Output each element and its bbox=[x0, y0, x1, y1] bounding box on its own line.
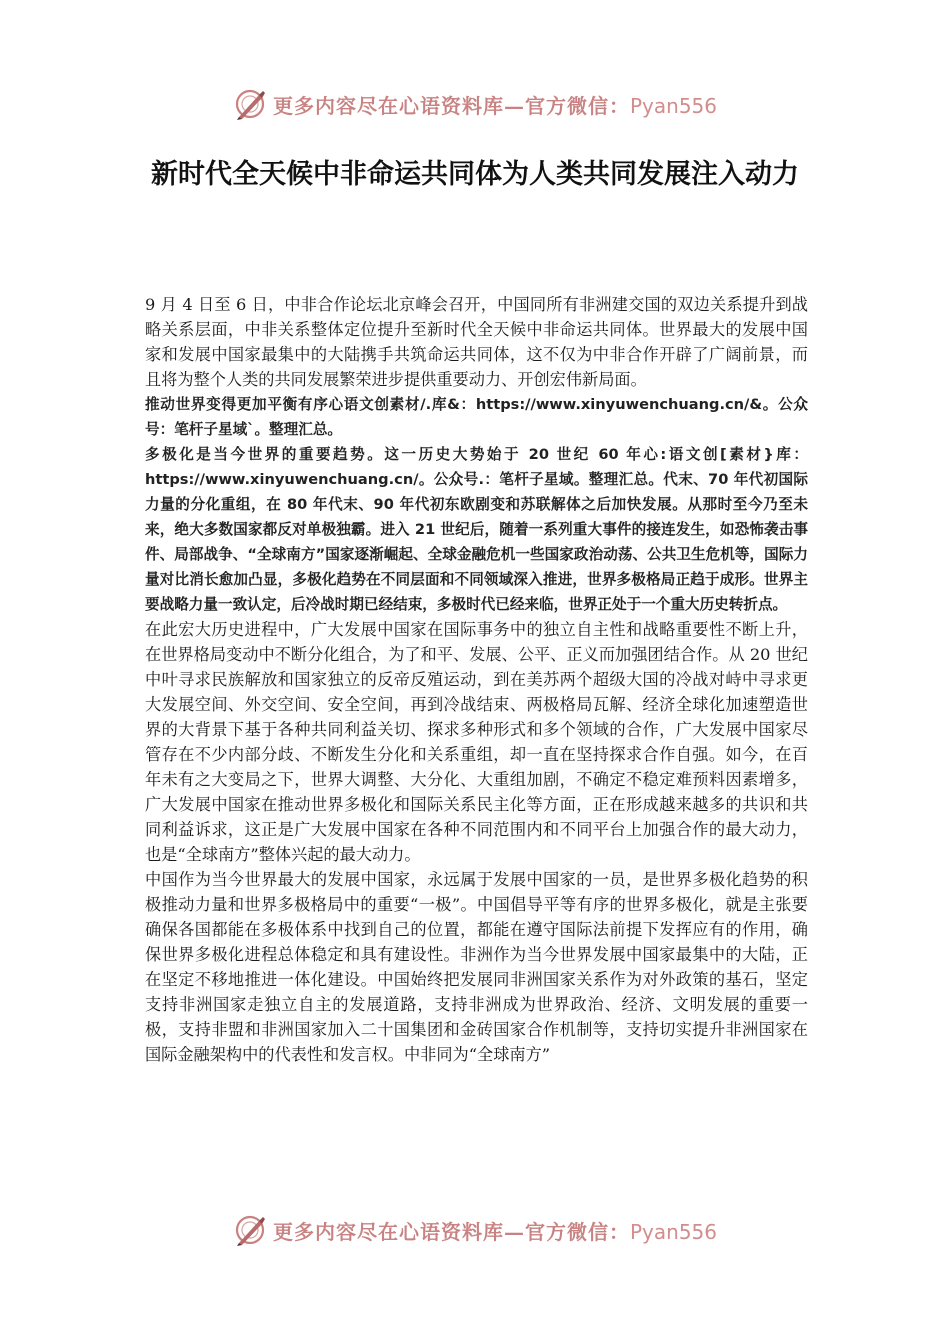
paragraph-balance-heading: 推动世界变得更加平衡有序心语文创素材/.库&：https://www.xinyuwenchuang.cn/&。公众号：笔杆子星域`。整理汇总。 bbox=[145, 396, 808, 438]
banner-label: 更多内容尽在心语资料库—官方微信： bbox=[272, 93, 630, 118]
wechat-id: Pyan556 bbox=[629, 93, 717, 118]
article-body bbox=[145, 292, 808, 1067]
paragraph-china-role: 中国作为当今世界最大的发展中国家，永远属于发展中国家的一员，是世界多极化趋势的积极推动力量和世界多极格局中的重要“一极”。中国倡导平等有序的世界多极化，就是主张要确保各国都能在多极体系中找到自己的位置，都能在遵守国际法前提下发挥应有的作用，确保世界多极化进程总体稳定和具有建设性。非洲作为当今世界发展中国家最集中的大陆，正在坚定不移地推进一体化建设。中国始终把发展同非洲国家关系作为对外政策的基石，坚定支持非洲国家走独立自主的发展道路，支持非洲成为世界政治、经济、文明发展的重要一极，支持非盟和非洲国家加入二十国集团和金砖国家合作机制等，支持切实提升非洲国家在国际金融架构中的代表性和发言权。中非同为“全球南方” bbox=[145, 870, 808, 1064]
banner-text bbox=[273, 1216, 717, 1245]
paragraph-developing-countries: 在此宏大历史进程中，广大发展中国家在国际事务中的独立自主性和战略重要性不断上升，在世界格局变动中不断分化组合，为了和平、发展、公平、正义而加强团结合作。从 20 世纪中叶寻求民族解放和国家独立的反帝反殖运动，到在美苏两个超级大国的冷战对峙中寻求更大发展空间、外交空间、安全空间，再到冷战结束、两极格局瓦解、经济全球化加速塑造世界的大背景下基于各种共同利益关切、探求多种形式和多个领域的合作，广大发展中国家尽管存在不少内部分歧、不断发生分化和关系重组，却一直在坚持探求合作自强。如今，在百年未有之大变局之下，世界大调整、大分化、大重组加剧，不确定不稳定难预料因素增多，广大发展中国家在推动世界多极化和国际关系民主化等方面，正在形成越来越多的共识和共同利益诉求，这正是广大发展中国家在各种不同范围内和不同平台上加强合作的最大动力，也是“全球南方”整体兴起的最大动力。 bbox=[145, 620, 808, 864]
paragraph-multipolarity: 多极化是当今世界的重要趋势。这一历史大势始于 20 世纪 60 年心:语文创[素材}库：https://www.xinyuwenchuang.cn/。公众号.：笔杆子星域。整理汇总。代末、70 年代初国际力量的分化重组，在 80 年代末、90 年代初东欧剧变和苏联解体之后加快发展。从那时至今乃至未来，绝大多数国家都反对单极独霸。进入 21 世纪后，随着一系列重大事件的接连发生，如恐怖袭击事件、局部战争、“全球南方”国家逐渐崛起、全球金融危机一些国家政治动荡、公共卫生危机等，国际力量对比消长愈加凸显，多极化趋势在不同层面和不同领域深入推进，世界多极格局正趋于成形。世界主要战略力量一致认定，后冷战时期已经结束，多极时代已经来临，世界正处于一个重大历史转折点。 bbox=[145, 446, 808, 613]
wechat-id: Pyan556 bbox=[629, 1219, 717, 1244]
pen-logo-icon bbox=[233, 87, 267, 121]
footer-banner bbox=[0, 1210, 950, 1250]
banner-text bbox=[273, 90, 717, 119]
document-title: 新时代全天候中非命运共同体为人类共同发展注入动力 bbox=[151, 159, 799, 190]
header-banner bbox=[0, 84, 950, 124]
pen-logo-icon bbox=[233, 1213, 267, 1247]
banner-label: 更多内容尽在心语资料库—官方微信： bbox=[272, 1219, 630, 1244]
paragraph-summit: 9 月 4 日至 6 日，中非合作论坛北京峰会召开，中国同所有非洲建交国的双边关系提升到战略关系层面，中非关系整体定位提升至新时代全天候中非命运共同体。世界最大的发展中国家和发展中国家最集中的大陆携手共筑命运共同体，这不仅为中非合作开辟了广阔前景，而且将为整个人类的共同发展繁荣进步提供重要动力、开创宏伟新局面。 bbox=[145, 295, 808, 389]
